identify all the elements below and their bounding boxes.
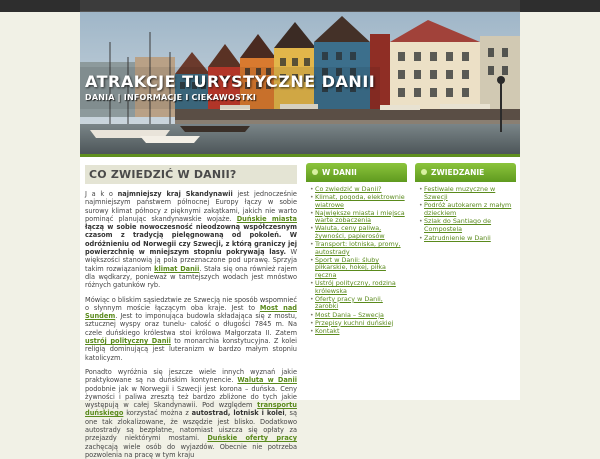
text-span: Mówiąc o bliskim sąsiedztwie ze Szwecją nie sposób wspomnieć o słynnym moście łączącym oba kraje. Jest to	[85, 295, 297, 312]
inline-link[interactable]: klimat Danii	[154, 264, 200, 273]
article-paragraph	[85, 296, 297, 362]
sidebar-link-label[interactable]: Zatrudnienie w Danii	[424, 233, 491, 242]
article-paragraph	[85, 190, 297, 290]
sidebar-link-item[interactable]	[419, 202, 516, 217]
text-span: . Stała się ona również rajem dla wędkarzy, ponieważ w tamtejszych wodach jest mnóstwo różnych gatunków ryb.	[85, 264, 297, 290]
inline-link[interactable]: transportu duńskiego	[85, 401, 297, 418]
article-paragraph	[85, 368, 297, 459]
sidebar-link-item[interactable]	[310, 257, 407, 280]
sidebar-heading-label: ZWIEDZANIE	[431, 168, 485, 177]
sidebar-link-label[interactable]: Waluta, ceny paliwa, żywności, papierosów	[315, 224, 385, 241]
sidebar-w-danii	[306, 163, 407, 336]
text-span: jest jednocześnie najmniejszym państwem północnej Europy łączy w sobie surowy klimat północy z pięknymi zakątkami, jakich nie warto pominąć planując skandynawskie wojaże.	[85, 190, 297, 223]
text-span: J a k o	[85, 190, 118, 198]
top-bar	[0, 0, 600, 12]
sidebar-heading	[415, 163, 516, 182]
sidebar-link-label[interactable]: Przepisy kuchni duńskiej	[315, 318, 394, 327]
sidebar-link-label[interactable]: Transport: lotniska, promy, autostrady	[315, 240, 401, 256]
text-span: W większości stanowią ją pola przeznaczone pod uprawę. Sprzyja takim rozwiązaniom	[85, 248, 297, 273]
site-tagline: DANIA | INFORMACJE I CIEKAWOSTKI	[85, 93, 257, 102]
sidebar-link-item[interactable]	[310, 225, 407, 240]
right-margin	[520, 12, 600, 400]
sidebar-link-label[interactable]: Co zwiedzić w Danii?	[315, 185, 382, 193]
top-bar-inner	[80, 0, 520, 12]
page-title: CO ZWIEDZIĆ W DANII?	[85, 165, 297, 184]
sidebar-link-label[interactable]: Szlak do Santiago de Compostela	[424, 217, 492, 233]
sidebar-link-label[interactable]: Sport w Danii: śluby piłkarskie, hokej, piłka ręczna	[315, 255, 386, 280]
text-span: korzystać można z	[123, 409, 192, 418]
sidebar-link-label[interactable]: Oferty pracy w Danii, zarobki	[315, 294, 383, 311]
sidebar-link-label[interactable]: Ustrój polityczny, rodzina królewska	[315, 279, 396, 295]
sidebar-links	[415, 182, 516, 242]
sidebar-link-item[interactable]	[419, 186, 516, 201]
sidebar-heading-label: W DANII	[322, 168, 357, 177]
inline-link[interactable]: Waluta w Danii	[237, 376, 297, 385]
bold-text: łączą w sobie nowoczesność nieodzowną współczesnym czasom z tradycją pielęgnowaną od pokoleń. W odróżnieniu od Norwegii czy Szwecji, z którą graniczy jej powierzchnię w mniejszym stopniu pokrywają lasy.	[85, 223, 297, 257]
text-span: to monarchia konstytucyjna. Z kolei religią dominującą jest luteranizm w bardzo małym stopniu katolicyzm.	[85, 337, 297, 362]
left-margin	[0, 12, 80, 400]
sidebar-heading	[306, 163, 407, 182]
sidebar-link-label[interactable]: Festiwale muzyczne w Szwecji	[424, 185, 496, 201]
bullet-icon	[312, 169, 318, 175]
sidebar-link-label[interactable]: Podróż autokarem z małym dzieckiem	[424, 201, 512, 217]
sidebar-link-item[interactable]	[310, 280, 407, 295]
sidebar-link-label[interactable]: Klimat, pogoda, elektrownie wiatrowe	[315, 193, 405, 209]
bold-text: najmniejszy kraj Skandynawii	[117, 190, 233, 198]
text-span: zachęcają wiele osób do wyjazdów. Obecnie nie potrzeba pozwolenia na pracę w tym kraju	[85, 442, 297, 459]
bullet-icon	[421, 169, 427, 175]
sidebar-links	[306, 182, 407, 335]
inline-link[interactable]: Most nad Sundem	[85, 303, 297, 321]
sidebar-link-item[interactable]	[310, 194, 407, 209]
site-title[interactable]: ATRAKCJE TURYSTYCZNE DANII	[85, 72, 376, 91]
sidebar-link-item[interactable]	[310, 328, 407, 336]
text-span: Ponadto wyróżnia się jeszcze wiele innych wyznań jakie praktykowane są na duńskim kontynencie.	[85, 367, 297, 385]
inline-link[interactable]: ustrój polityczny Danii	[85, 337, 171, 346]
sidebar-link-label[interactable]: Największe miasta i miejsca warte zobaczenia	[315, 208, 405, 225]
sidebar-link-label[interactable]: Most Dania – Szwecja	[315, 310, 384, 319]
sidebar-link-item[interactable]	[419, 235, 516, 243]
sidebar-link-item[interactable]	[310, 296, 407, 311]
text-span: podobnie jak w Norwegii i Szwecji jest korona – duńska. Ceny żywności i paliwa zresztą też bardzo zbliżone do tych jakie występują w całej Skandynawii. Pod względem	[85, 384, 297, 410]
sidebar-zwiedzanie	[415, 163, 516, 243]
content-area	[80, 154, 520, 459]
main-column	[85, 165, 297, 459]
sidebar-link-item[interactable]	[419, 218, 516, 233]
article-body	[85, 190, 297, 459]
sidebar-link-label[interactable]: Kontakt	[315, 326, 340, 335]
header-banner	[80, 12, 520, 154]
sidebar-link-item[interactable]	[310, 210, 407, 225]
inline-link[interactable]: Duńskie oferty pracy	[207, 434, 297, 443]
text-span: , są one tak zlokalizowane, że wszędzie jest blisko. Dodatkowo autostrady są bezpłatne, natomiast uiszcza się opłaty za przejazdy niektórymi mostami.	[85, 409, 297, 443]
text-span: . Jest to imponująca budowla składająca się z mostu, sztucznej wyspy oraz tunelu- całość o długości 7845 m. Na czele duńskiego królestwa stoi królowa Małgorzata II. Zatem	[85, 312, 297, 337]
bold-text: autostrad, lotnisk i kolei	[191, 409, 285, 418]
inline-link[interactable]: Duńskie miasta	[236, 214, 297, 223]
sidebar-link-item[interactable]	[310, 241, 407, 256]
